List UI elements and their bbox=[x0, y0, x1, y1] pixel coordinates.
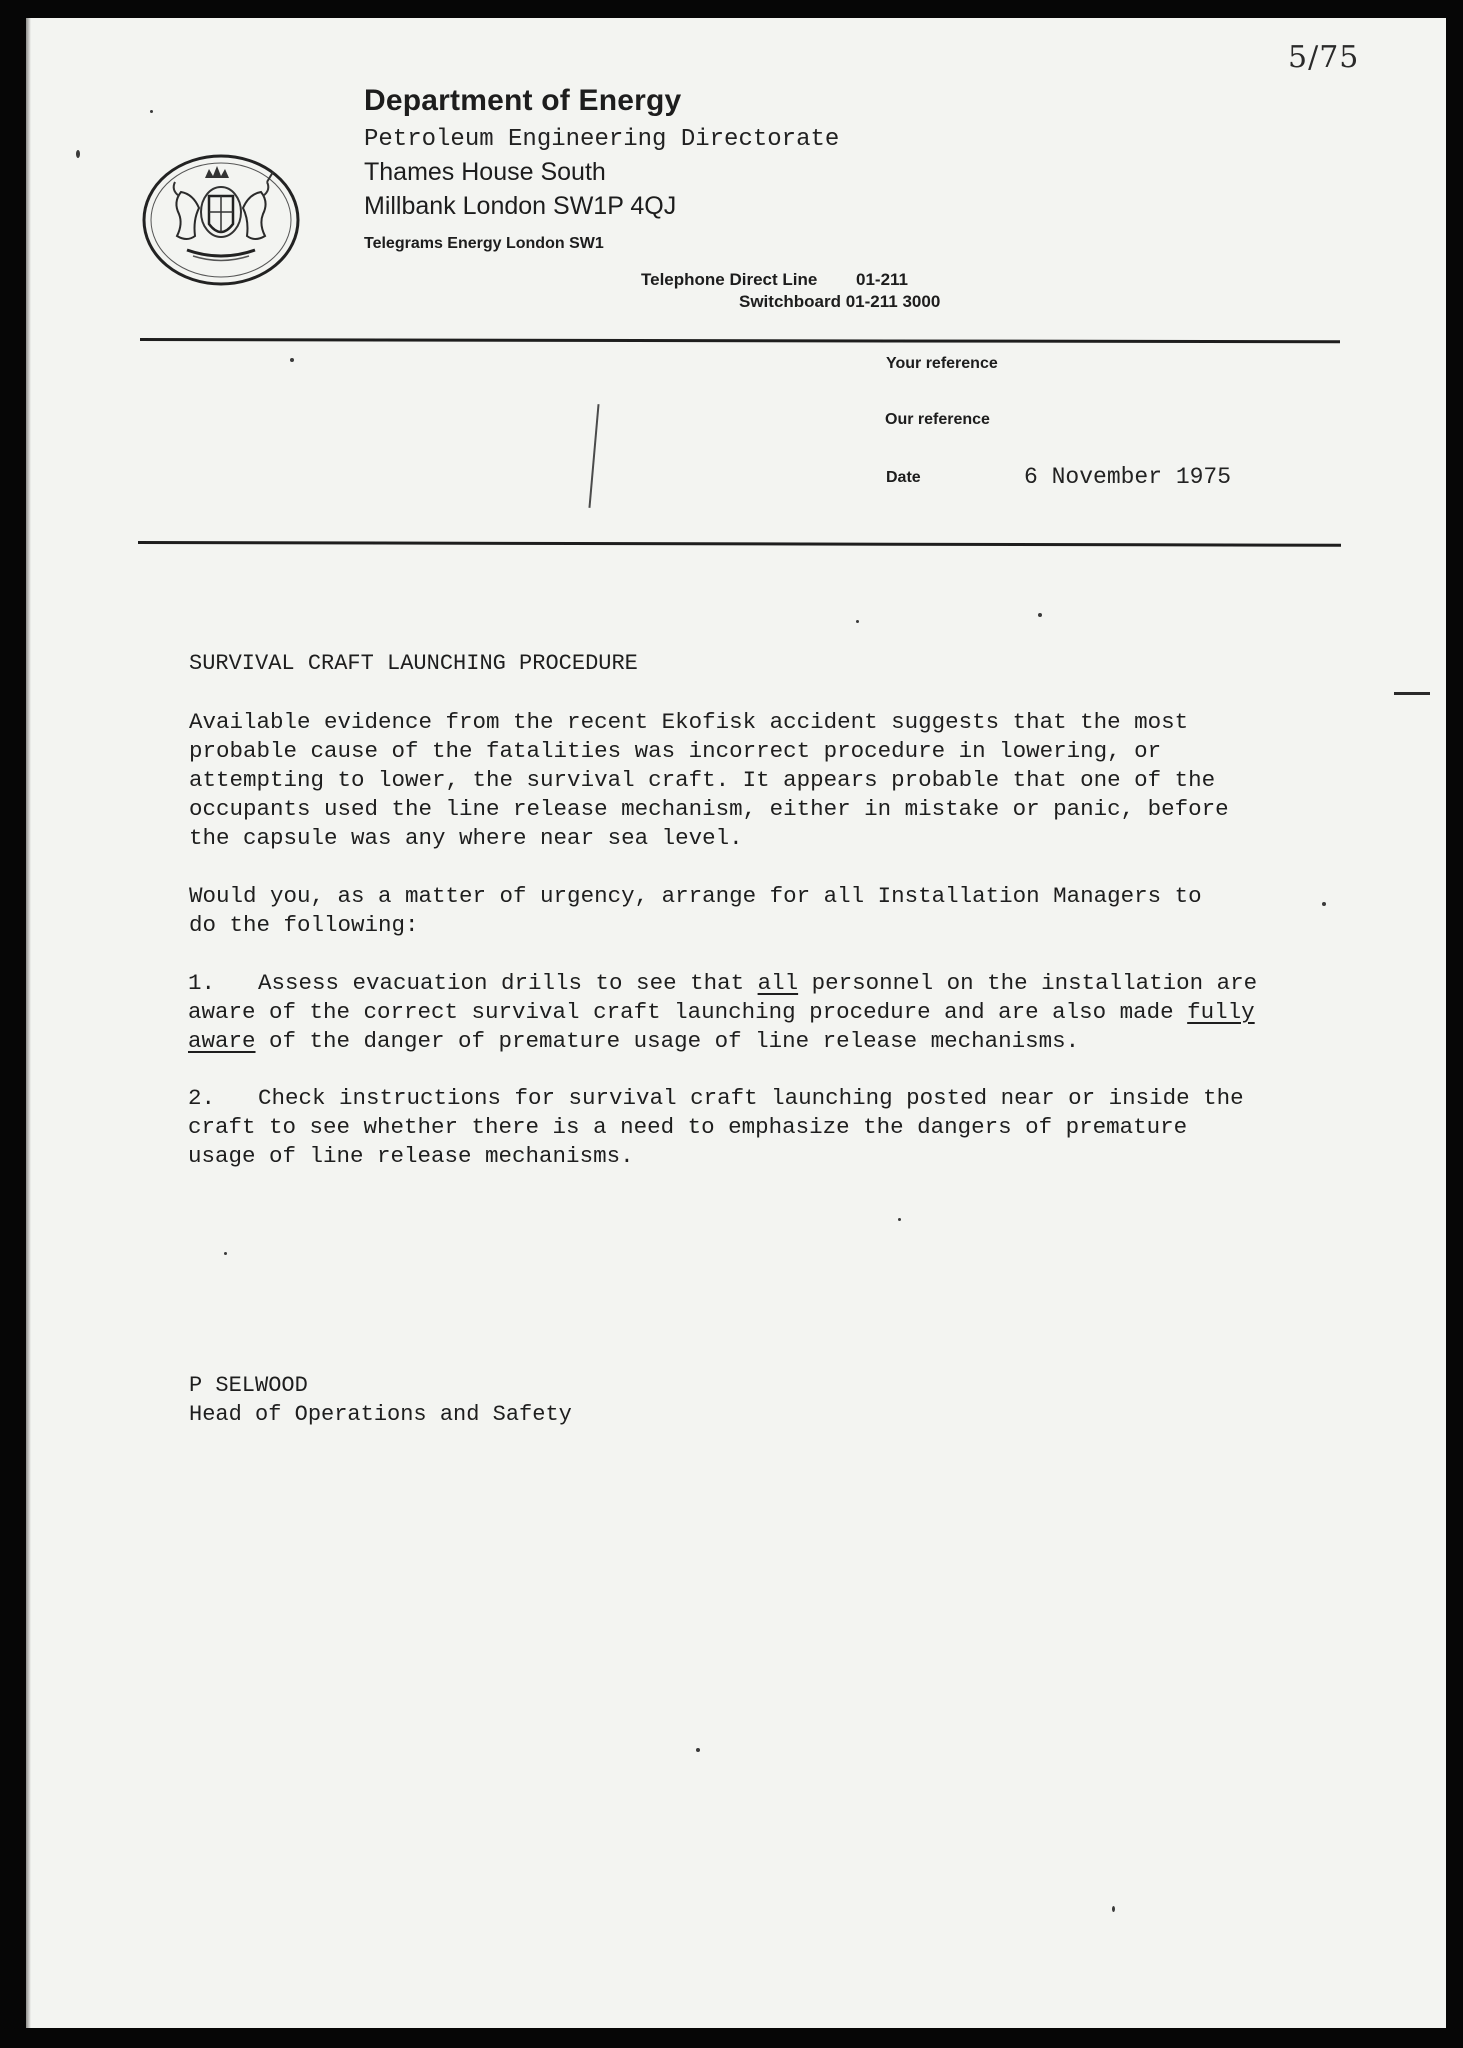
speck bbox=[150, 110, 153, 113]
item-line: 2. Check instructions for survival craft launching posted near or inside the bbox=[188, 1085, 1244, 1111]
item-number: 1. bbox=[188, 970, 216, 996]
paragraph-line: the capsule was any where near sea level. bbox=[189, 825, 743, 851]
stray-pen-mark bbox=[588, 404, 599, 508]
switchboard-number: Switchboard 01-211 3000 bbox=[739, 292, 941, 311]
item-line: craft to see whether there is a need to emphasize the dangers of premature bbox=[188, 1114, 1188, 1140]
body-paragraph-1 bbox=[189, 708, 1229, 853]
speck bbox=[290, 358, 294, 362]
numbered-item-1 bbox=[188, 969, 1257, 1056]
subject-heading: SURVIVAL CRAFT LAUNCHING PROCEDURE bbox=[189, 651, 638, 676]
paragraph-line: attempting to lower, the survival craft. It appears probable that one of the bbox=[189, 767, 1216, 793]
item-line: aware of the correct survival craft launching procedure and are also made fully bbox=[188, 999, 1255, 1025]
date-value: 6 November 1975 bbox=[1024, 464, 1232, 490]
speck bbox=[898, 1218, 901, 1221]
our-reference-label: Our reference bbox=[885, 411, 990, 428]
numbered-item-2 bbox=[188, 1084, 1244, 1171]
speck bbox=[696, 1748, 700, 1752]
signatory-name: P SELWOOD bbox=[189, 1373, 308, 1398]
paragraph-line: Available evidence from the recent Ekofisk accident suggests that the most bbox=[189, 709, 1189, 735]
paragraph-line: probable cause of the fatalities was incorrect procedure in lowering, or bbox=[189, 738, 1162, 764]
letter-page bbox=[26, 18, 1446, 2028]
header-divider-top bbox=[140, 338, 1340, 343]
speck bbox=[1038, 613, 1042, 617]
speck bbox=[1112, 1906, 1115, 1912]
item-number: 2. bbox=[188, 1085, 216, 1111]
directorate-name: Petroleum Engineering Directorate bbox=[364, 126, 840, 153]
speck bbox=[76, 150, 80, 158]
department-name: Department of Energy bbox=[364, 84, 682, 117]
body-paragraph-2 bbox=[189, 882, 1202, 940]
paragraph-line: Would you, as a matter of urgency, arrange for all Installation Managers to bbox=[189, 883, 1202, 909]
underlined-word: aware bbox=[188, 1028, 256, 1054]
paragraph-line: do the following: bbox=[189, 912, 419, 938]
speck bbox=[1322, 902, 1326, 906]
handwritten-page-number: 5/75 bbox=[1288, 40, 1360, 75]
your-reference-label: Your reference bbox=[886, 355, 998, 372]
item-line: aware of the danger of premature usage of line release mechanisms. bbox=[188, 1028, 1080, 1054]
date-label: Date bbox=[886, 469, 921, 486]
header-divider-bottom bbox=[138, 541, 1341, 547]
speck bbox=[224, 1252, 227, 1255]
underlined-word: fully bbox=[1187, 999, 1255, 1025]
signatory-title: Head of Operations and Safety bbox=[189, 1402, 572, 1427]
street-address: Millbank London SW1P 4QJ bbox=[364, 192, 677, 220]
item-line: usage of line release mechanisms. bbox=[188, 1143, 634, 1169]
underlined-word: all bbox=[757, 970, 799, 996]
item-line: 1. Assess evacuation drills to see that all personnel on the installation are bbox=[188, 970, 1258, 996]
royal-coat-of-arms-seal-icon bbox=[141, 152, 301, 288]
building-name: Thames House South bbox=[364, 158, 606, 186]
telephone-label: Telephone Direct Line bbox=[641, 270, 818, 289]
speck bbox=[856, 620, 859, 623]
telegrams-address: Telegrams Energy London SW1 bbox=[364, 235, 604, 252]
paragraph-line: occupants used the line release mechanism, either in mistake or panic, before bbox=[189, 796, 1229, 822]
margin-mark bbox=[1394, 692, 1430, 695]
telephone-number: 01-211 bbox=[856, 270, 908, 289]
